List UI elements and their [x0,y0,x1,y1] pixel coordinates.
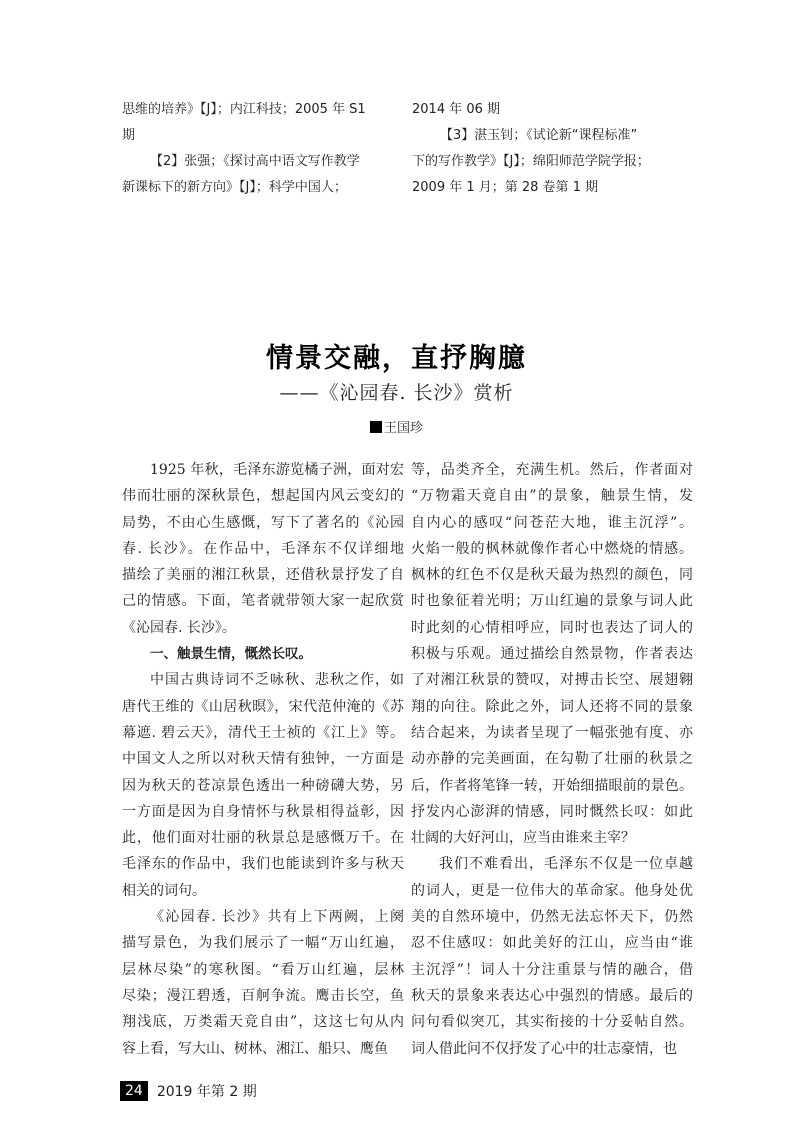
paragraph-line: 壮阔的大好河山，应当由谁来主宰？ [411,830,635,847]
paragraph-line: 中国古典诗词不乏咏秋、悲秋之作，如 [150,672,404,689]
paragraph-line: 时此刻的心情相呼应，同时也表达了词人的 [411,619,693,636]
body-left-column [122,457,404,1062]
paragraph-line: 一方面是因为自身情怀与秋景相得益彰，因 [122,803,404,820]
article-subtitle: ——《沁园春. 长沙》赏析 [279,382,514,404]
paragraph-line: 自内心的感叹“问苍茫大地，谁主沉浮”。 [411,514,693,531]
paragraph-line: 相关的词句。 [122,882,206,899]
paragraph-line: 问句看似突兀，其实衔接的十分妥帖自然。 [411,1014,693,1031]
paragraph-line: 火焰一般的枫林就像作者心中燃烧的情感。 [411,540,693,557]
references-right-column [412,97,694,201]
paragraph-line: 描写景色，为我们展示了一幅“万山红遍， [122,935,404,952]
reference-line: 【2】张强；《探讨高中语文写作教学 [150,154,360,169]
paragraph-line: 幕遮. 碧云天》，清代王士祯的《江上》等。 [122,724,404,741]
references-left-column [122,97,404,201]
paragraph-line: 美的自然环境中，仍然无法忘怀天下，仍然 [411,909,693,926]
paragraph-line: 了对湘江秋景的赞叹，对搏击长空、展翅翱 [411,672,693,689]
paragraph-line: 枫林的红色不仅是秋天最为热烈的颜色，同 [411,567,693,584]
issue-label: 2019 年第 2 期 [156,1084,257,1100]
black-square-icon [370,421,382,433]
author-line [0,417,793,436]
reference-line: 【3】湛玉钊；《试论新“课程标准” [440,128,638,143]
paragraph-line: 局势，不由心生感慨，写下了著名的《沁园 [122,514,404,531]
paragraph-line: 容上看，写大山、树林、湘江、船只、鹰鱼 [122,1040,388,1057]
reference-line: 2014 年 06 期 [412,102,501,117]
paragraph-line: 中国文人之所以对秋天情有独钟，一方面是 [122,751,404,768]
reference-line: 新课标下的新方向》【J】；科学中国人； [122,180,347,195]
paragraph-line: 《沁园春. 长沙》共有上下两阙，上阕 [150,909,404,926]
page-number: 24 [120,1081,148,1101]
paragraph-line: 我们不难看出，毛泽东不仅是一位卓越 [439,856,693,873]
paragraph-line: 唐代王维的《山居秋暝》，宋代范仲淹的《苏 [122,698,404,715]
article-title: 情景交融，直抒胸臆 [266,343,527,374]
body-right-column [411,457,693,1062]
paragraph-line: 动亦静的完美画面，在勾勒了壮丽的秋景之 [411,751,693,768]
paragraph-line: 抒发内心澎湃的情感，同时慨然长叹：如此 [411,803,693,820]
paragraph-line: 此，他们面对壮丽的秋景总是感慨万千。在 [122,830,404,847]
paragraph-line: 词人借此问不仅抒发了心中的壮志豪情，也 [411,1040,677,1057]
paragraph-line: “万物霜天竟自由”的景象，触景生情，发 [411,488,693,505]
section-heading: 一、触景生情，慨然长叹。 [150,646,312,663]
paragraph-line: 己的情感。下面，笔者就带领大家一起欣赏 [122,593,404,610]
paragraph-line: 因为秋天的苍凉景色透出一种磅礴大势，另 [122,777,404,794]
paragraph-line: 翔的向往。除此之外，词人还将不同的景象 [411,698,693,715]
paragraph-line: 翔浅底，万类霜天竞自由”，这这七句从内 [122,1014,404,1031]
paragraph-line: 尽染；漫江碧透，百舸争流。鹰击长空，鱼 [122,987,404,1004]
paragraph-line: 秋天的景象来表达心中强烈的情感。最后的 [411,987,693,1004]
paragraph-line: 《沁园春. 长沙》。 [122,619,236,636]
reference-line: 期 [122,128,136,143]
page-footer [120,1081,257,1101]
reference-line: 思维的培养》【J】；内江科技；2005 年 S1 [122,102,366,117]
reference-line: 下的写作教学》【J】；绵阳师范学院学报； [412,154,650,169]
paragraph-line: 的词人，更是一位伟大的革命家。他身处优 [411,882,693,899]
paragraph-line: 积极与乐观。通过描绘自然景物，作者表达 [411,646,693,663]
paragraph-line: 时也象征着光明；万山红遍的景象与词人此 [411,593,693,610]
author-name: 王国珍 [383,421,423,436]
paragraph-line: 层林尽染”的寒秋图。“看万山红遍，层林 [122,961,404,978]
reference-line: 2009 年 1 月；第 28 卷第 1 期 [412,180,599,195]
paragraph-line: 结合起来，为读者呈现了一幅张弛有度、亦 [411,724,693,741]
paragraph-line: 春. 长沙》。在作品中，毛泽东不仅详细地 [122,540,404,557]
paragraph-line: 1925 年秋，毛泽东游览橘子洲，面对宏 [150,462,404,478]
paragraph-line: 描绘了美丽的湘江秋景，还借秋景抒发了自 [122,567,404,584]
paragraph-line: 毛泽东的作品中，我们也能读到许多与秋天 [122,856,404,873]
paragraph-line: 等，品类齐全，充满生机。然后，作者面对 [411,462,693,478]
paragraph-line: 伟而壮丽的深秋景色，想起国内风云变幻的 [122,488,404,505]
paragraph-line: 忍不住感叹：如此美好的江山，应当由“谁 [411,935,693,952]
paragraph-line: 主沉浮”！词人十分注重景与情的融合，借 [411,961,693,978]
paragraph-line: 后，作者将笔锋一转，开始细描眼前的景色。 [411,777,693,794]
